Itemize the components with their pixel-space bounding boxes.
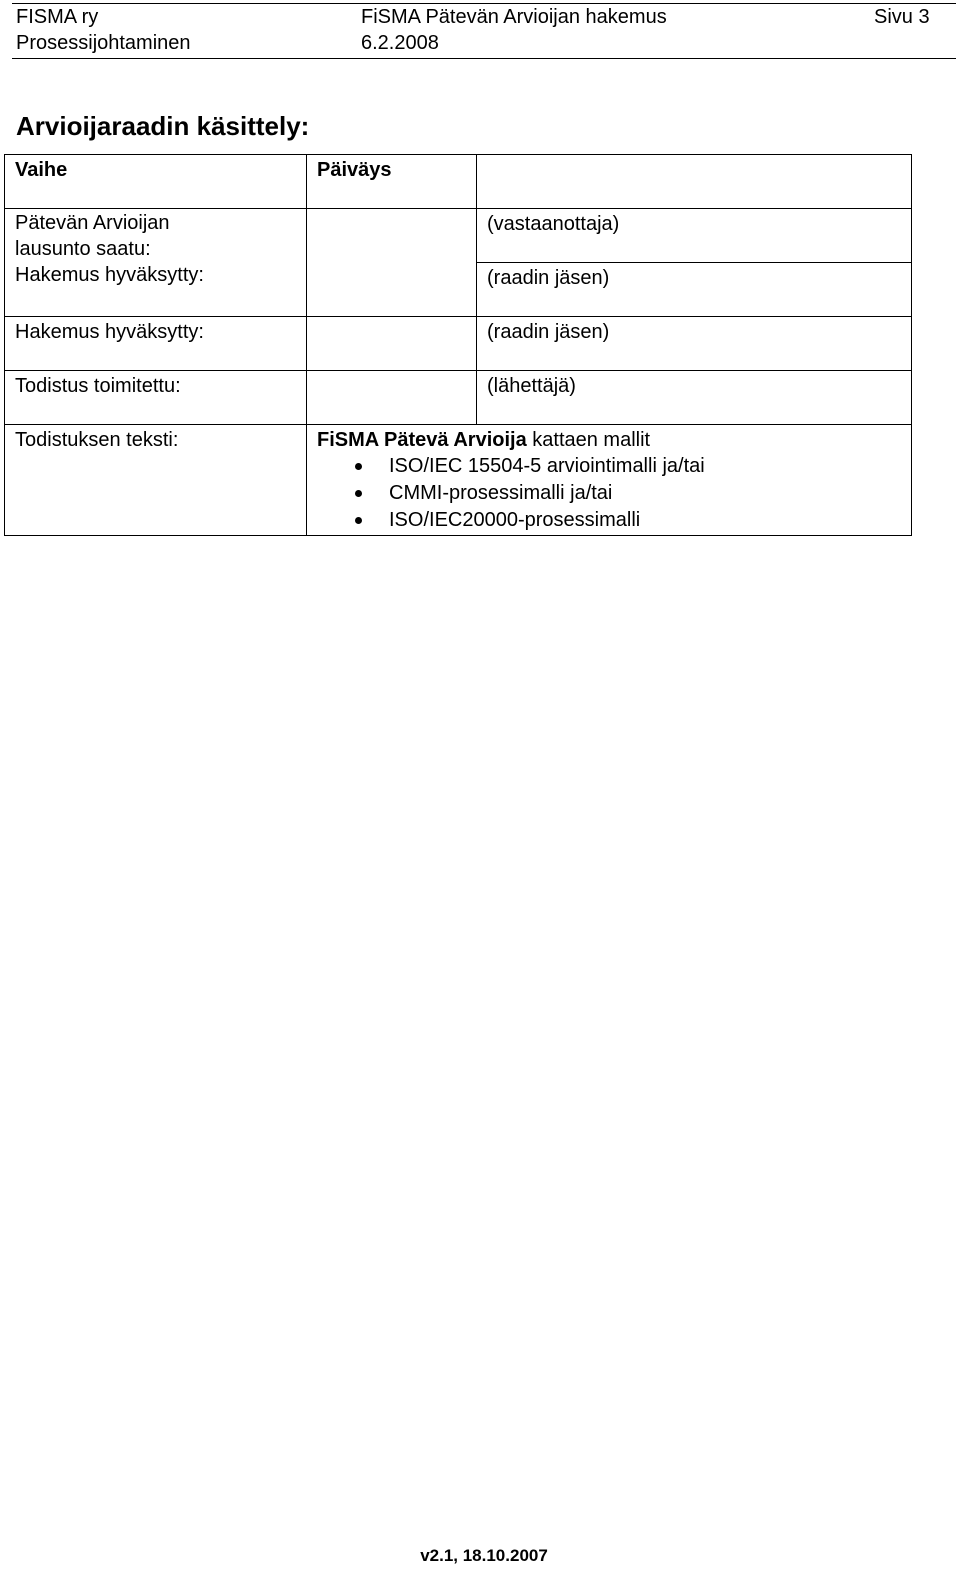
signer-cell: (lähettäjä) (477, 371, 912, 425)
list-item (317, 453, 901, 480)
signer-cell: (raadin jäsen) (477, 263, 912, 317)
date-cell[interactable] (307, 209, 477, 317)
footer-version: v2.1, 18.10.2007 (420, 1546, 548, 1565)
table-row (5, 209, 912, 263)
header-rule (12, 58, 956, 59)
model-name: ISO/IEC20000-prosessimalli (389, 509, 641, 531)
model-list (317, 453, 901, 534)
header-page-number: Sivu 3 (874, 6, 930, 28)
phase-label: Hakemus hyväksytty: (15, 264, 204, 286)
certificate-label: Todistuksen teksti: (5, 425, 307, 536)
list-item (317, 507, 901, 534)
certificate-text-cell (307, 425, 912, 536)
section-title: Arvioijaraadin käsittely: (16, 111, 310, 141)
phase-label: lausunto saatu: (15, 238, 151, 260)
phase-label: Pätevän Arvioijan (15, 212, 170, 234)
table-row (5, 371, 912, 425)
header-date: 6.2.2008 (361, 32, 439, 54)
header-signer (477, 155, 912, 209)
header-doc-title: FiSMA Pätevän Arvioijan hakemus (361, 6, 667, 28)
table-row (5, 317, 912, 371)
list-item (317, 480, 901, 507)
phase-label: Todistus toimitettu: (5, 371, 307, 425)
bullet-icon (355, 463, 362, 470)
bullet-icon (355, 517, 362, 524)
phase-cell-1 (5, 209, 307, 317)
signer-cell: (vastaanottaja) (477, 209, 912, 263)
model-name: ISO/IEC 15504-5 arviointimalli ja/tai (389, 455, 705, 477)
header-phase: Vaihe (5, 155, 307, 209)
certificate-title: FiSMA Pätevä Arvioija (317, 429, 527, 451)
bullet-icon (355, 490, 362, 497)
date-cell[interactable] (307, 317, 477, 371)
table-row (5, 425, 912, 536)
header-date-col: Päiväys (307, 155, 477, 209)
signer-cell: (raadin jäsen) (477, 317, 912, 371)
certificate-lead (317, 427, 901, 453)
model-name: CMMI-prosessimalli ja/tai (389, 482, 613, 504)
certificate-lead-rest: kattaen mallit (526, 429, 651, 451)
phase-label: Hakemus hyväksytty: (5, 317, 307, 371)
review-table (4, 154, 912, 536)
header-org: FISMA ry (16, 6, 99, 28)
header-unit: Prosessijohtaminen (16, 32, 191, 54)
date-cell[interactable] (307, 371, 477, 425)
table-header-row (5, 155, 912, 209)
